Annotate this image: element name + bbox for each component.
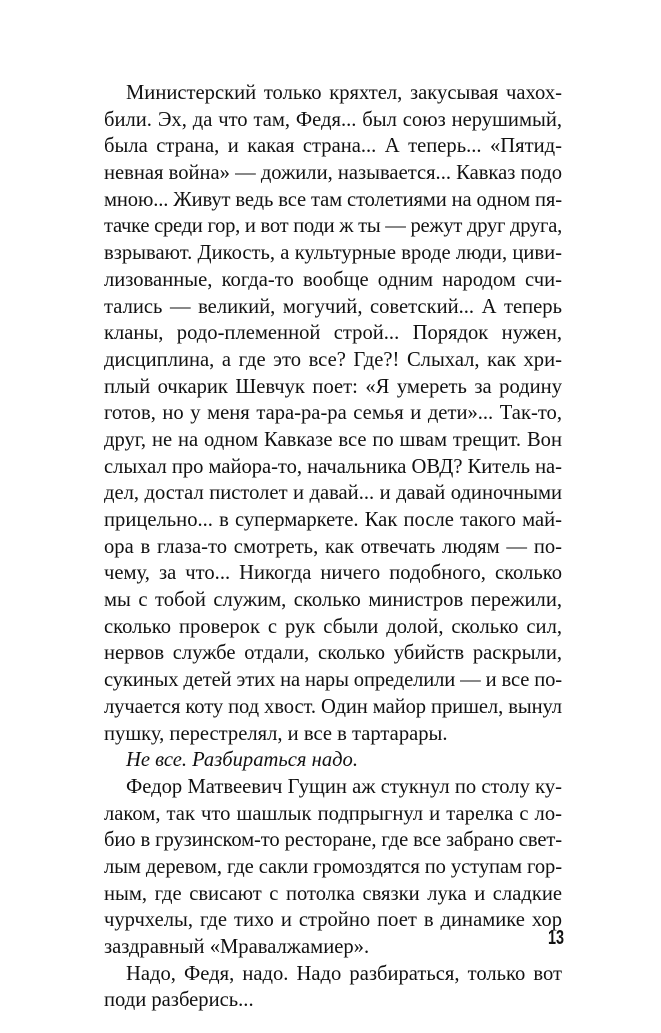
text-line: готов, но у меня тара-ра-ра семья и дети»... Так-то, — [104, 402, 562, 425]
text-line: поди разберись... — [104, 989, 254, 1012]
text-line: пушку, перестрелял, и все в тартарары. — [104, 722, 448, 745]
text-line: тались — великий, могучий, советский... А теперь — [104, 295, 562, 318]
text-line: ным, где свисают с потолка связки лука и сладкие — [104, 882, 562, 905]
text-line: били. Эх, да что там, Федя... был союз нерушимый, — [104, 108, 562, 131]
text-line: ора в глаза-то смотреть, как отвечать людям — по- — [104, 535, 562, 558]
text-line: была страна, и какая страна... А теперь... «Пятид- — [104, 135, 562, 158]
text-line: Министерский только кряхтел, закусывая чахох- — [126, 82, 562, 104]
text-line: чему, за что... Никогда ничего подобного, сколько — [104, 562, 562, 585]
text-line: био в грузинском-то ресторане, где все забрано свет- — [104, 829, 562, 852]
text-line: мы с тобой служим, сколько министров пережили, — [104, 589, 562, 612]
text-line: Надо, Федя, надо. Надо разбираться, только вот — [126, 962, 562, 985]
text-line: плый очкарик Шевчук поет: «Я умереть за родину — [104, 375, 562, 398]
text-line: тачке среди гор, и вот поди ж ты — режут друг друга, — [104, 215, 562, 238]
text-line: кланы, родо-племенной строй... Порядок нужен, — [104, 322, 562, 345]
text-line: прицельно... в супермаркете. Как после такого май- — [104, 509, 562, 531]
text-line: невная война» — дожили, называется... Кавказ подо — [104, 162, 562, 185]
body-text — [104, 80, 562, 1014]
page-number: 13 — [547, 927, 564, 949]
paragraph-1 — [104, 80, 562, 747]
text-line: сукиных детей этих на нары определили — и все по- — [104, 669, 562, 692]
text-line: заздравный «Мравалжамиер». — [104, 936, 370, 958]
paragraph-4 — [104, 961, 562, 1014]
text-line: дисциплина, а где это все? Где?! Слыхал, как хри- — [104, 348, 562, 371]
text-line: чурчхелы, где тихо и стройно поет в динамике хор — [104, 909, 562, 932]
text-line: Федор Матвеевич Гущин аж стукнул по столу ку- — [126, 775, 562, 798]
text-line: друг, не на одном Кавказе все по швам трещит. Вон — [104, 428, 562, 451]
text-line: сколько проверок с рук сбыли долой, сколько сил, — [104, 615, 562, 638]
text-line: взрывают. Дикость, а культурные вроде люди, циви- — [104, 242, 562, 265]
text-line: лучается коту под хвост. Один майор пришел, вынул — [104, 695, 562, 718]
text-line: лым деревом, где сакли громоздятся по уступам гор- — [104, 855, 562, 878]
text-line: лаком, так что шашлык подпрыгнул и тарелка с ло- — [104, 802, 562, 825]
paragraph-2-italic — [104, 747, 562, 774]
text-line: нервов службе отдали, сколько убийств раскрыли, — [104, 642, 562, 665]
paragraph-3 — [104, 774, 562, 961]
text-line: дел, достал пистолет и давай... и давай одиночными — [104, 482, 562, 505]
text-line: Не все. Разбираться надо. — [126, 749, 358, 772]
text-line: мною... Живут ведь все там столетиями на одном пя- — [104, 188, 562, 211]
text-line: лизованные, когда-то вообще одним народом счи- — [104, 268, 562, 291]
text-line: слыхал про майора-то, начальника ОВД? Китель на- — [104, 455, 562, 478]
